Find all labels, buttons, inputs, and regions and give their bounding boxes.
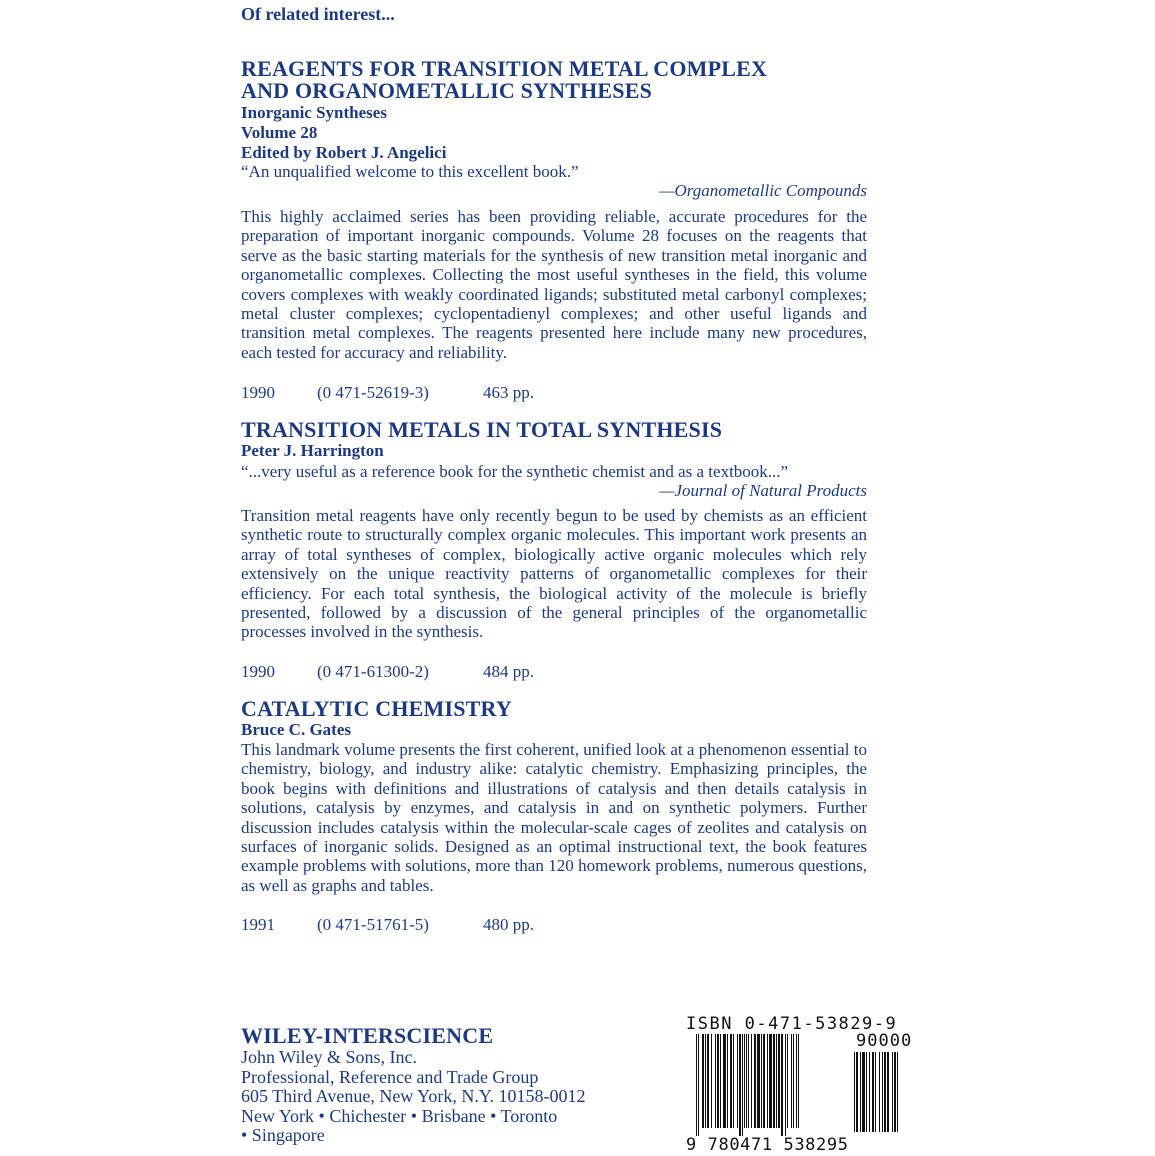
barcode-bar xyxy=(723,1034,726,1128)
book-3-year: 1991 xyxy=(241,915,275,934)
barcode-bar xyxy=(696,1034,697,1136)
barcode-bar xyxy=(869,1052,870,1132)
book-3-pages: 480 pp. xyxy=(483,915,534,934)
book-1-meta xyxy=(241,383,534,402)
book-1-description: This highly acclaimed series has been providing reliable, accurate procedures for the preparation of important inorganic compounds. Volume 28 focuses on the reagents that serve as the basic starting materials for the synthesis of new transition metal inorganic and organometallic complexes. Collecting the most useful syntheses in the field, this volume covers complexes with weakly coordinated ligands; substituted metal carbonyl complexes; metal cluster complexes; cyclopentadienyl complexes; and other useful ligands and transition metal complexes. The reagents presented here include many new procedures, each tested for accuracy and reliability. xyxy=(241,207,867,362)
book-1-title-line-2: AND ORGANOMETALLIC SYNTHESES xyxy=(241,78,653,103)
barcode-bar xyxy=(854,1052,855,1132)
barcode-bar xyxy=(733,1034,734,1128)
barcode-bar xyxy=(787,1034,788,1128)
publisher-cities: New York • Chichester • Brisbane • Toronto xyxy=(241,1106,558,1126)
barcode-bar xyxy=(798,1034,799,1128)
book-1-isbn: (0 471-52619-3) xyxy=(317,383,429,402)
publisher-address: 605 Third Avenue, New York, N.Y. 10158-0012 xyxy=(241,1086,586,1106)
barcode-bars xyxy=(696,1034,846,1136)
book-2-isbn: (0 471-61300-2) xyxy=(317,662,429,681)
barcode-bar xyxy=(796,1034,797,1128)
barcode-bar xyxy=(884,1052,886,1132)
barcode-bar xyxy=(761,1034,762,1128)
barcode-bar xyxy=(879,1052,880,1132)
barcode-bar xyxy=(742,1034,743,1136)
barcode-bar xyxy=(887,1052,889,1132)
barcode-bar xyxy=(897,1052,898,1132)
barcode-bar xyxy=(791,1034,792,1128)
barcode-bar xyxy=(892,1052,893,1132)
barcode-bar xyxy=(872,1052,874,1132)
book-2-description: Transition metal reagents have only recently begun to be used by chemists as an efficient synthetic route to structurally complex organic molecules. This important work presents an array of total syntheses of complex, biologically active organic molecules which rely extensively on the unique reactivity patterns of organometallic complexes for their efficiency. For each total synthesis, the biological activity of the molecule is briefly presented, followed by a discussion of the general principles of the organometallic processes involved in the synthesis. xyxy=(241,506,867,642)
publisher-group: Professional, Reference and Trade Group xyxy=(241,1067,539,1087)
barcode-bar xyxy=(739,1034,741,1136)
book-1-year: 1990 xyxy=(241,383,275,402)
barcode-bar xyxy=(769,1034,772,1128)
barcode-bar xyxy=(705,1034,706,1128)
barcode-bar xyxy=(860,1052,861,1132)
barcode-bar xyxy=(744,1034,745,1128)
barcode-bar xyxy=(711,1034,712,1128)
book-2-meta xyxy=(241,662,534,681)
barcode-bar xyxy=(746,1034,747,1128)
book-1-quote: “An unqualified welcome to this excellent book.” xyxy=(241,162,579,181)
barcode-bar xyxy=(776,1034,777,1128)
book-2-pages: 484 pp. xyxy=(483,662,534,681)
barcode-bar xyxy=(727,1034,728,1128)
barcode-bar xyxy=(707,1034,709,1128)
barcode-bar xyxy=(748,1034,749,1128)
barcode-bar xyxy=(875,1052,876,1132)
book-1-volume: Volume 28 xyxy=(241,123,318,142)
barcode-bar xyxy=(882,1052,883,1132)
publisher-company: John Wiley & Sons, Inc. xyxy=(241,1047,417,1067)
barcode-addon-number: 90000 xyxy=(856,1031,913,1051)
book-1-pages: 463 pp. xyxy=(483,383,534,402)
barcode-bar xyxy=(785,1034,786,1136)
book-2-quote-source: —Journal of Natural Products xyxy=(659,481,867,500)
barcode-bar xyxy=(737,1034,738,1128)
book-1-title-line-1: REAGENTS FOR TRANSITION METAL COMPLEX xyxy=(241,56,768,81)
barcode-bar xyxy=(754,1034,756,1128)
barcode-ean-number: 9 780471 538295 xyxy=(686,1135,849,1155)
barcode-bar xyxy=(751,1034,752,1128)
barcode-bar xyxy=(702,1034,704,1128)
barcode-bar xyxy=(757,1034,760,1128)
book-3-description: This landmark volume presents the first coherent, unified look at a phenomenon essential to chemistry, biology, and industry alike: catalytic chemistry. Emphasizing principles, the book begins with definitions and illustrations of catalysis and then details catalysis in solutions, catalysis by enzymes, and catalysis in and on synthetic polymers. Further discussion includes catalysis within the molecular-scale cages of zeolites and catalysis on surfaces of inorganic solids. Designed as an optimal instructional text, the book features example problems with solutions, more than 120 homework problems, numerous questions, as well as graphs and tables. xyxy=(241,740,867,895)
isbn-barcode xyxy=(686,1014,926,1156)
barcode-bar xyxy=(894,1052,896,1132)
publisher-imprint: WILEY-INTERSCIENCE xyxy=(241,1023,494,1048)
barcode-bar xyxy=(866,1052,867,1132)
book-2-year: 1990 xyxy=(241,662,275,681)
barcode-bar xyxy=(793,1034,794,1128)
barcode-bar xyxy=(856,1052,858,1132)
book-2-title: TRANSITION METALS IN TOTAL SYNTHESIS xyxy=(241,417,723,442)
barcode-bar xyxy=(698,1034,699,1136)
barcode-bar xyxy=(778,1034,780,1128)
header-label: Of related interest... xyxy=(241,4,395,24)
book-2-quote: “...very useful as a reference book for the synthetic chemist and as a textbook...” xyxy=(241,462,789,481)
barcode-bar xyxy=(763,1034,765,1128)
barcode-bar xyxy=(715,1034,716,1128)
publisher-cities-2: • Singapore xyxy=(241,1125,325,1145)
book-1-quote-source: —Organometallic Compounds xyxy=(659,181,867,200)
barcode-addon-bars xyxy=(854,1052,924,1136)
barcode-bar xyxy=(767,1034,768,1128)
barcode-bar xyxy=(730,1034,732,1128)
barcode-bar xyxy=(781,1034,783,1136)
book-3-isbn: (0 471-51761-5) xyxy=(317,915,429,934)
barcode-bar xyxy=(862,1052,865,1132)
book-1-editor: Edited by Robert J. Angelici xyxy=(241,143,447,162)
barcode-bar xyxy=(773,1034,775,1128)
book-2-author: Peter J. Harrington xyxy=(241,441,384,460)
book-3-meta xyxy=(241,915,534,934)
book-3-title: CATALYTIC CHEMISTRY xyxy=(241,696,512,721)
book-3-author: Bruce C. Gates xyxy=(241,720,352,739)
isbn-label: ISBN 0-471-53829-9 xyxy=(686,1014,898,1034)
book-1-series: Inorganic Syntheses xyxy=(241,103,387,122)
barcode-bar xyxy=(717,1034,719,1128)
barcode-bar xyxy=(720,1034,721,1128)
